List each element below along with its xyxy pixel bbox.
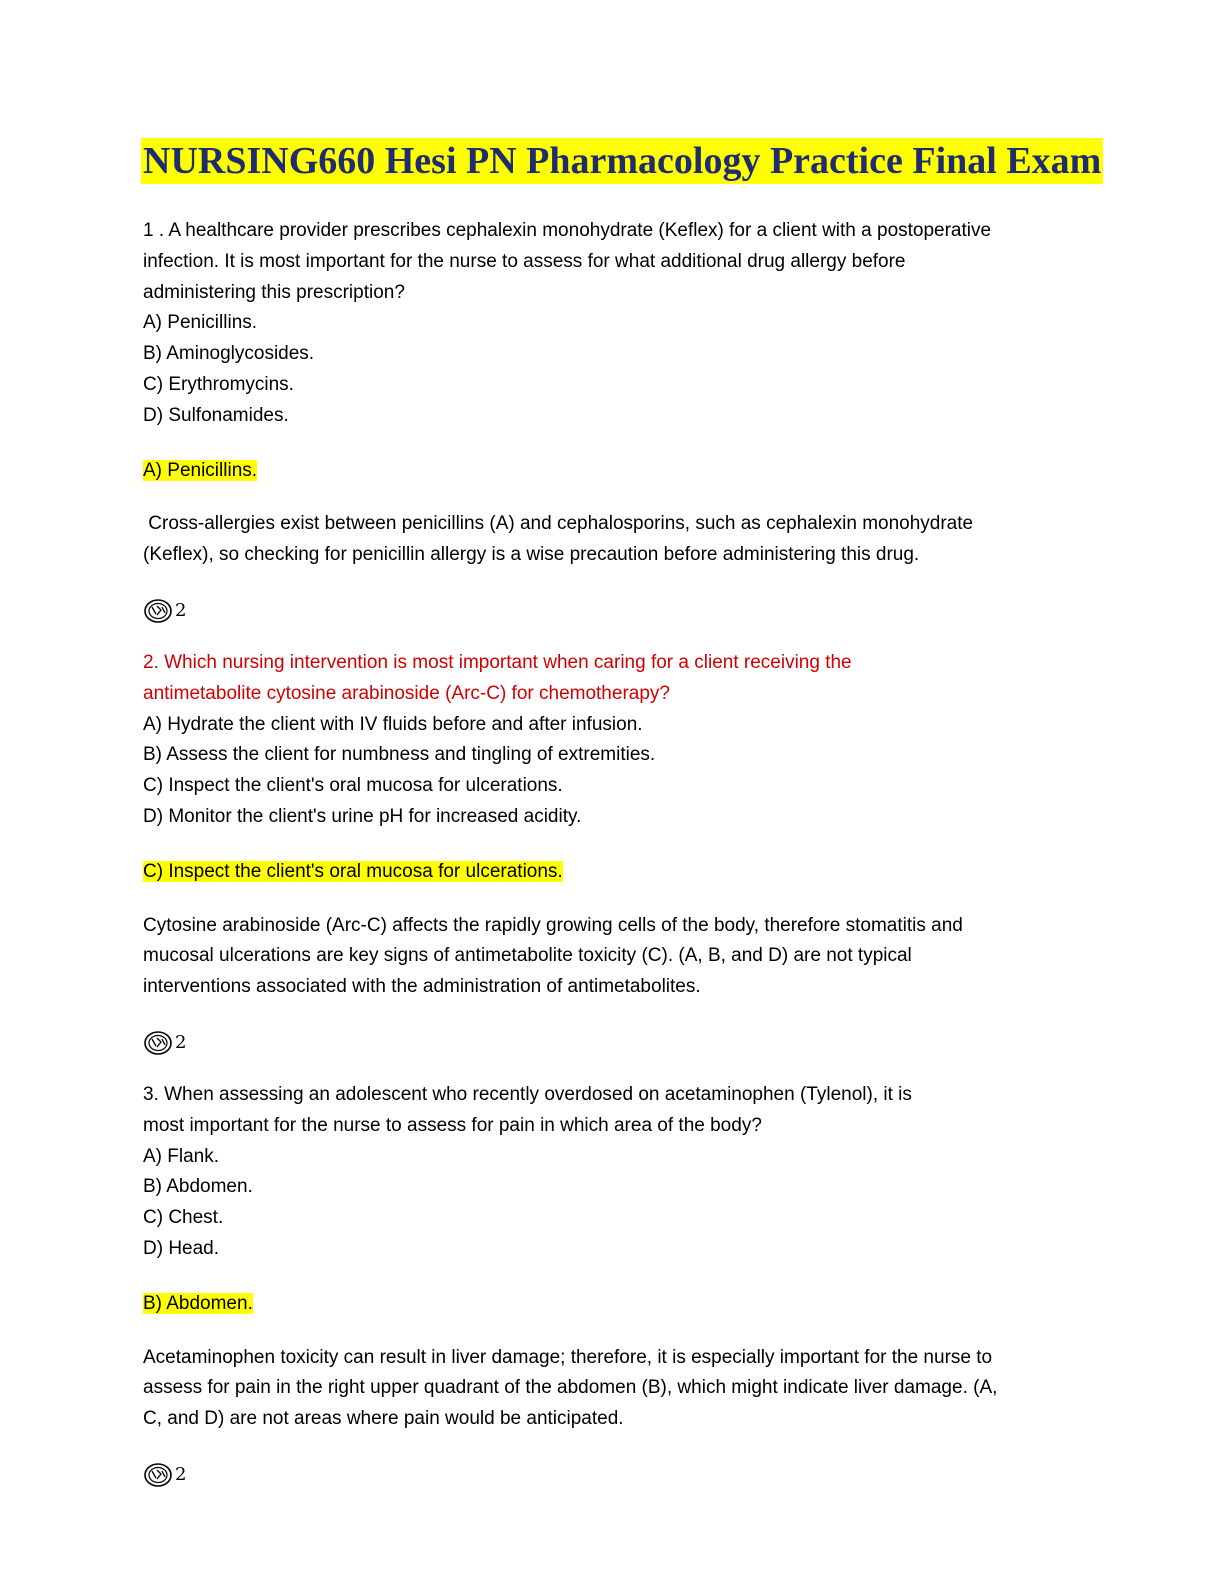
question-stem-line: 1 . A healthcare provider prescribes cephalexin monohydrate (Keflex) for a client with a postoperative <box>143 220 992 241</box>
rationale-line: Cross-allergies exist between penicillins (A) and cephalosporins, such as cephalexin monohydrate <box>143 513 974 535</box>
reference-number: 2 <box>175 1463 187 1485</box>
answer-option-d: D) Sulfonamides. <box>143 404 289 426</box>
rationale-line: interventions associated with the administration of antimetabolites. <box>143 976 701 998</box>
reference-marker <box>143 596 1083 626</box>
reference-marker <box>143 1028 1083 1058</box>
question-stem-line: 3. When assessing an adolescent who recently overdosed on acetaminophen (Tylenol), it is <box>143 1083 912 1105</box>
reference-number: 2 <box>175 1031 187 1053</box>
rationale-line: Cytosine arabinoside (Arc-C) affects the rapidly growing cells of the body, therefore stomatitis and <box>143 914 963 936</box>
reference-marker <box>143 1460 1083 1490</box>
question-stem-line: infection. It is most important for the nurse to assess for what additional drug allergy before <box>143 250 906 272</box>
answer-option-b: B) Assess the client for numbness and tingling of extremities. <box>143 744 656 766</box>
reference-stamp-icon <box>143 1030 173 1056</box>
answer-option-a: A) Penicillins. <box>143 312 258 334</box>
rationale-line: mucosal ulcerations are key signs of antimetabolite toxicity (C). (A, B, and D) are not typical <box>143 945 912 967</box>
reference-stamp-icon <box>143 1462 173 1488</box>
answer-option-c: C) Inspect the client's oral mucosa for ulcerations. <box>143 775 563 797</box>
title-block <box>143 138 1102 184</box>
rationale-line: Acetaminophen toxicity can result in liver damage; therefore, it is especially important for the nurse to <box>143 1346 993 1368</box>
answer-option-a: A) Hydrate the client with IV fluids before and after infusion. <box>143 713 643 735</box>
question-block-2 <box>143 648 1083 1058</box>
question-stem-line: most important for the nurse to assess for pain in which area of the body? <box>143 1114 762 1136</box>
reference-number: 2 <box>175 599 187 621</box>
answer-option-b: B) Aminoglycosides. <box>143 343 315 365</box>
rationale-line: (Keflex), so checking for penicillin allergy is a wise precaution before administering this drug. <box>143 544 920 566</box>
rationale-line: assess for pain in the right upper quadrant of the abdomen (B), which might indicate liver damage. (A, <box>143 1377 998 1399</box>
rationale <box>143 509 1083 571</box>
answer-option-c: C) Chest. <box>143 1207 224 1229</box>
correct-answer: B) Abdomen. <box>143 1292 253 1314</box>
question-stem-line: 2. Which nursing intervention is most important when caring for a client receiving the <box>143 651 852 673</box>
question-block-3 <box>143 1080 1083 1490</box>
rationale-line: C, and D) are not areas where pain would be anticipated. <box>143 1408 624 1430</box>
answer-option-b: B) Abdomen. <box>143 1176 253 1198</box>
answer-option-d: D) Head. <box>143 1237 220 1259</box>
answer-option-c: C) Erythromycins. <box>143 373 294 395</box>
rationale <box>143 1343 1083 1435</box>
document-content <box>143 138 1102 1490</box>
question-stem-line: antimetabolite cytosine arabinoside (Arc-C) for chemotherapy? <box>143 682 670 704</box>
page-title: NURSING660 Hesi PN Pharmacology Practice Final Exam <box>143 140 1102 182</box>
rationale <box>143 911 1083 1003</box>
answer-option-d: D) Monitor the client's urine pH for increased acidity. <box>143 805 582 827</box>
answer-option-a: A) Flank. <box>143 1145 220 1167</box>
correct-answer: C) Inspect the client's oral mucosa for ulcerations. <box>143 860 563 882</box>
correct-answer: A) Penicillins. <box>143 459 258 481</box>
question-stem-line: administering this prescription? <box>143 281 405 303</box>
reference-stamp-icon <box>143 598 173 624</box>
question-block-1 <box>143 216 1083 626</box>
